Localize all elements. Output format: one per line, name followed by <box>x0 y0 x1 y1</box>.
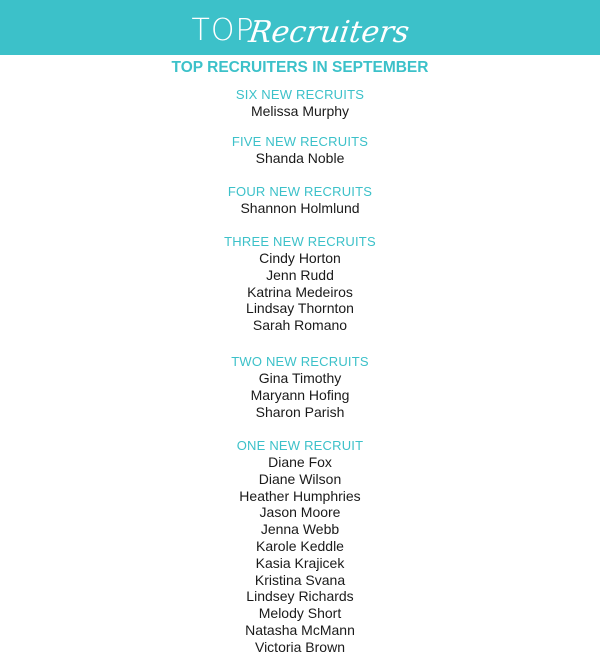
recruiter-name: Heather Humphries <box>239 487 361 504</box>
group-heading: THREE NEW RECRUITS <box>224 234 376 249</box>
recruiter-name: Cindy Horton <box>259 250 341 266</box>
name-list <box>0 150 600 167</box>
group-heading: ONE NEW RECRUIT <box>236 438 364 453</box>
name-list <box>0 103 600 120</box>
recruiter-name: Lindsey Richards <box>246 588 354 605</box>
recruiter-name: Gina Timothy <box>258 370 342 386</box>
recruiter-name: Lindsay Thornton <box>246 300 354 317</box>
recruiter-name: Shanda Noble <box>255 150 345 166</box>
group-four-recruits <box>0 183 600 217</box>
recruiter-name: Diane Wilson <box>258 470 342 487</box>
group-heading: FIVE NEW RECRUITS <box>231 134 369 149</box>
recruiter-name: Karole Keddle <box>256 537 344 554</box>
group-six-recruits <box>0 86 600 120</box>
recruiter-name: Jenn Rudd <box>266 266 334 283</box>
name-list <box>0 250 600 334</box>
recruiter-name: Melissa Murphy <box>250 103 350 119</box>
recruiter-name: Natasha McMann <box>245 621 355 638</box>
top-recruiters-logo <box>191 0 412 55</box>
group-three-recruits <box>0 233 600 334</box>
group-one-recruit <box>0 437 600 656</box>
group-heading: SIX NEW RECRUITS <box>235 87 365 102</box>
recruiter-name: Victoria Brown <box>254 638 345 655</box>
recruiter-name: Diane Fox <box>268 454 332 470</box>
recruiter-name: Kristina Svana <box>254 571 346 588</box>
logo-script-text: Recruiters <box>246 14 412 50</box>
page-title: TOP RECRUITERS IN SEPTEMBER <box>171 59 429 76</box>
group-two-recruits <box>0 353 600 420</box>
recruiter-name: Katrina Medeiros <box>247 283 353 300</box>
name-list <box>0 370 600 420</box>
recruiter-name: Maryann Hofing <box>250 386 350 403</box>
header-banner <box>0 0 600 55</box>
name-list <box>0 200 600 217</box>
group-five-recruits <box>0 133 600 167</box>
name-list <box>0 454 600 656</box>
group-heading: FOUR NEW RECRUITS <box>227 184 373 199</box>
recruiter-name: Shannon Holmlund <box>240 200 360 216</box>
recruiter-name: Sarah Romano <box>252 317 348 334</box>
group-heading: TWO NEW RECRUITS <box>231 354 369 369</box>
recruiter-name: Kasia Krajicek <box>255 554 345 571</box>
recruiter-name: Melody Short <box>258 605 342 622</box>
recruiter-name: Jason Moore <box>259 504 341 521</box>
recruiter-name: Jenna Webb <box>260 521 340 538</box>
recruiter-name: Sharon Parish <box>255 403 345 420</box>
logo-top-text: TOP <box>191 12 255 48</box>
